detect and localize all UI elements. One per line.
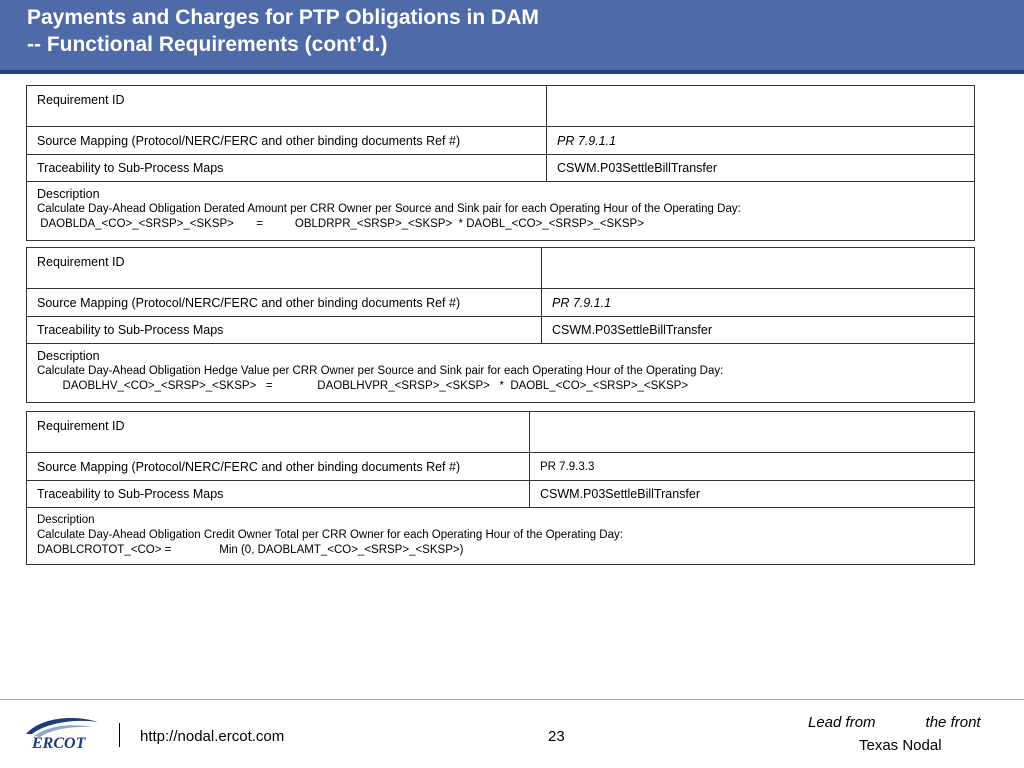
- description-text: Calculate Day-Ahead Obligation Hedge Value per CRR Owner per Source and Sink pair for each Operating Hour of the Operating Day:: [37, 365, 724, 377]
- description-formula: DAOBLDA_<CO>_<SRSP>_<SKSP> = OBLDRPR_<SRSP>_<SKSP> * DAOBL_<CO>_<SRSP>_<SKSP>: [37, 218, 644, 230]
- slide-title-line-1: Payments and Charges for PTP Obligations in DAM: [27, 6, 539, 29]
- footer-separator: [119, 723, 120, 747]
- requirement-id-value: [547, 86, 975, 127]
- source-mapping-label: Source Mapping (Protocol/NERC/FERC and other binding documents Ref #): [27, 453, 530, 481]
- traceability-value: CSWM.P03SettleBillTransfer: [530, 481, 975, 508]
- page-number: 23: [548, 728, 565, 745]
- traceability-label: Traceability to Sub-Process Maps: [27, 481, 530, 508]
- slide-header: [0, 0, 1024, 74]
- requirement-table-3: [26, 411, 975, 565]
- requirement-id-label: Requirement ID: [27, 86, 547, 127]
- footer-tagline-program: Texas Nodal: [859, 737, 942, 754]
- requirement-table-1: [26, 85, 975, 241]
- footer-divider: [0, 699, 1024, 700]
- description-text: Calculate Day-Ahead Obligation Credit Owner Total per CRR Owner for each Operating Hour of the Operating Day:: [37, 529, 623, 541]
- description-cell: [27, 508, 975, 565]
- traceability-value: CSWM.P03SettleBillTransfer: [542, 317, 975, 344]
- requirement-id-value: [542, 248, 975, 289]
- ercot-logo: [20, 712, 100, 752]
- description-cell: [27, 182, 975, 241]
- description-text: Calculate Day-Ahead Obligation Derated Amount per CRR Owner per Source and Sink pair for each Operating Hour of the Operating Day:: [37, 203, 741, 215]
- slide-title-line-2: -- Functional Requirements (cont’d.): [27, 33, 388, 56]
- description-formula: DAOBLHV_<CO>_<SRSP>_<SKSP> = DAOBLHVPR_<SRSP>_<SKSP> * DAOBL_<CO>_<SRSP>_<SKSP>: [37, 380, 689, 392]
- description-cell: [27, 344, 975, 403]
- source-mapping-value: PR 7.9.3.3: [530, 453, 975, 481]
- description-formula: DAOBLCROTOT_<CO> = Min (0, DAOBLAMT_<CO>_<SRSP>_<SKSP>): [37, 544, 464, 556]
- requirement-table-2: [26, 247, 975, 403]
- source-mapping-value: PR 7.9.1.1: [547, 127, 975, 155]
- description-heading: Description: [37, 514, 95, 526]
- ercot-swoosh-icon: [20, 712, 100, 752]
- requirement-id-label: Requirement ID: [27, 248, 542, 289]
- requirement-id-value: [530, 412, 975, 453]
- ercot-logo-text: ERCOT: [32, 735, 86, 752]
- description-heading: Description: [37, 349, 100, 363]
- source-mapping-label: Source Mapping (Protocol/NERC/FERC and other binding documents Ref #): [27, 289, 542, 317]
- requirement-id-label: Requirement ID: [27, 412, 530, 453]
- footer-tagline: Lead from the front: [808, 714, 981, 731]
- source-mapping-label: Source Mapping (Protocol/NERC/FERC and other binding documents Ref #): [27, 127, 547, 155]
- source-mapping-value: PR 7.9.1.1: [542, 289, 975, 317]
- footer-url-link[interactable]: http://nodal.ercot.com: [140, 728, 285, 745]
- description-heading: Description: [37, 187, 100, 201]
- traceability-value: CSWM.P03SettleBillTransfer: [547, 155, 975, 182]
- traceability-label: Traceability to Sub-Process Maps: [27, 317, 542, 344]
- traceability-label: Traceability to Sub-Process Maps: [27, 155, 547, 182]
